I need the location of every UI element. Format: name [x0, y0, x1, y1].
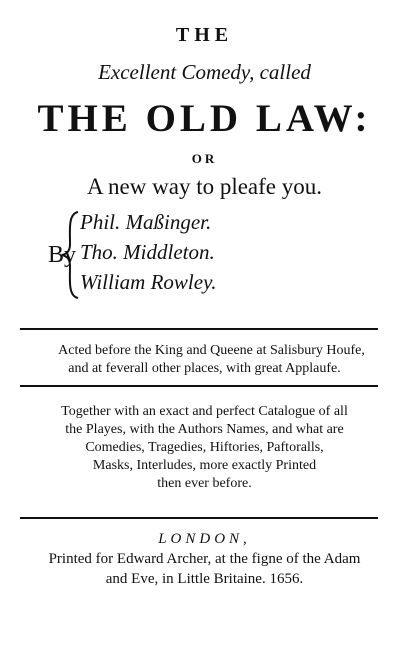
by-label: By — [48, 242, 77, 268]
or-line: OR — [191, 151, 218, 166]
divider-rule — [20, 328, 378, 330]
imprint-line-2: Printed for Edward Archer, at the figne of the Adam — [48, 551, 361, 567]
imprint-city: LONDON, — [158, 531, 251, 547]
catalogue-line-4: Masks, Interludes, more exactly Printed — [92, 458, 317, 473]
author-brace — [60, 210, 82, 300]
acted-statement — [0, 342, 409, 378]
divider-rule — [20, 385, 378, 387]
author-rowley: William Rowley. — [80, 270, 217, 294]
author-middleton: Tho. Middleton. — [80, 240, 215, 264]
catalogue-line-2: the Playes, with the Authors Names, and what are — [65, 422, 344, 437]
catalogue-statement — [0, 403, 409, 493]
catalogue-line-5: then ever before. — [157, 476, 252, 491]
divider-rule — [20, 517, 378, 519]
catalogue-line-3: Comedies, Tragedies, Hiftories, Paftoralls, — [85, 440, 324, 455]
subtitle: A new way to pleafe you. — [86, 174, 323, 199]
excellent-comedy-line: Excellent Comedy, called — [98, 60, 311, 84]
imprint — [0, 529, 409, 589]
acted-line-1: Acted before the King and Queene at Salisbury Houfe, — [58, 343, 365, 358]
author-massinger: Phil. Maßinger. — [80, 210, 212, 234]
acted-line-2: and at feverall other places, with great Applaufe. — [68, 361, 341, 376]
catalogue-line-1: Together with an exact and perfect Catalogue of all — [61, 404, 348, 419]
imprint-line-3: and Eve, in Little Britaine. 1656. — [105, 571, 304, 587]
main-title: THE OLD LAW: — [37, 97, 372, 140]
heading-the: THE — [175, 24, 234, 46]
